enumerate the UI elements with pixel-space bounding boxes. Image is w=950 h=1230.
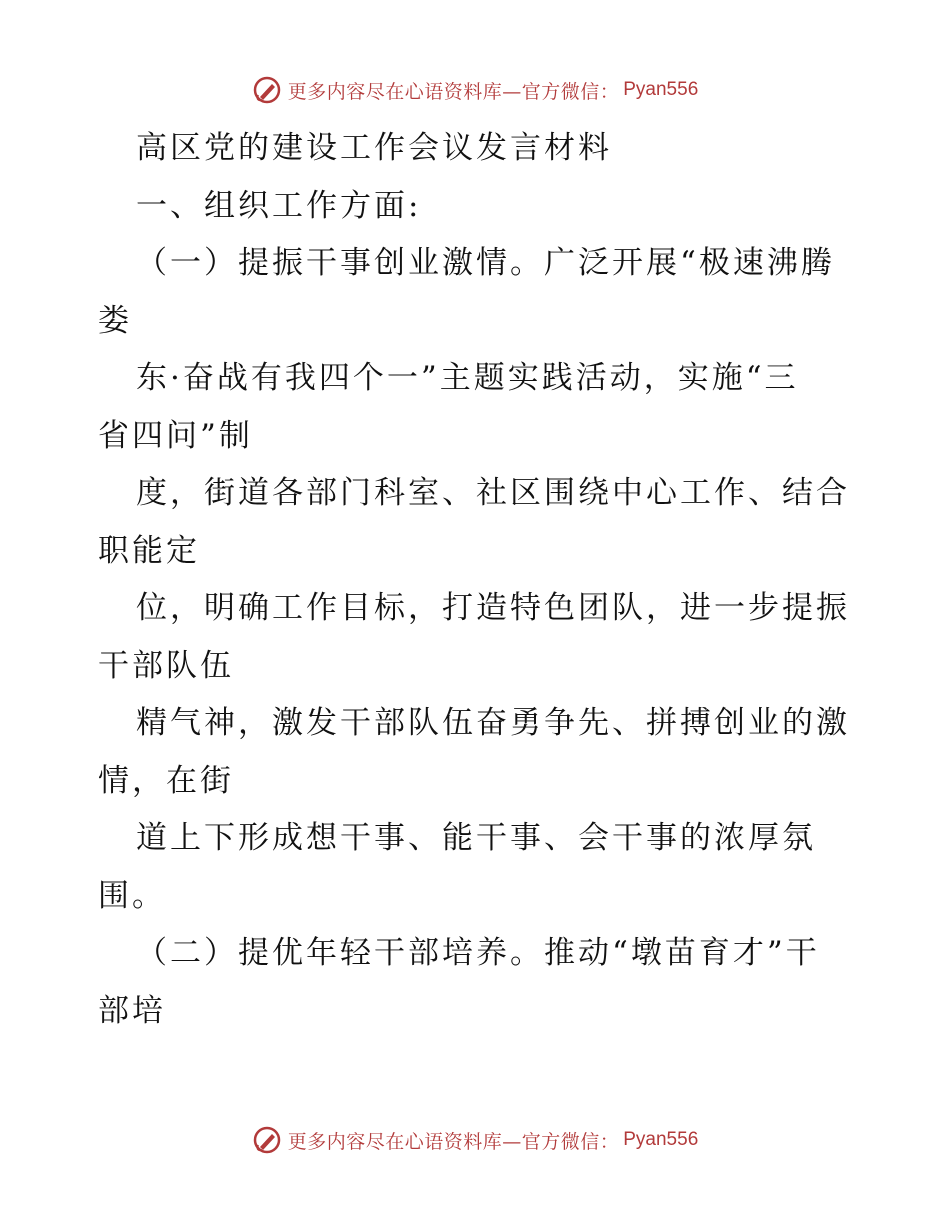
paragraph-line: 围。 bbox=[98, 877, 166, 914]
paragraph-line: 职能定 bbox=[98, 532, 200, 569]
paragraph-line: 情，在街 bbox=[98, 762, 234, 799]
header-banner bbox=[0, 70, 950, 110]
paragraph-line: 省四问”制 bbox=[98, 417, 253, 454]
document-title: 高区党的建设工作会议发言材料 bbox=[136, 130, 612, 166]
banner-text: 更多内容尽在心语资料库—官方微信： bbox=[287, 80, 620, 103]
document-body bbox=[98, 120, 858, 1040]
footer-banner bbox=[0, 1120, 950, 1160]
paragraph-line: 精气神，激发干部队伍奋勇争先、拼搏创业的激 bbox=[136, 705, 850, 741]
paragraph-line: 干部队伍 bbox=[98, 647, 234, 684]
section-heading: 一、组织工作方面: bbox=[136, 187, 422, 224]
paragraph-line: 度，街道各部门科室、社区围绕中心工作、结合 bbox=[136, 475, 850, 511]
paragraph-line: 东·奋战有我四个一”主题实践活动，实施“三 bbox=[136, 360, 799, 396]
pen-logo-icon bbox=[252, 1125, 282, 1155]
paragraph-line: 道上下形成想干事、能干事、会干事的浓厚氛 bbox=[136, 820, 816, 856]
banner-wechat-id: Pyan556 bbox=[623, 1129, 699, 1150]
pen-logo-icon bbox=[252, 75, 282, 105]
paragraph-line: 部培 bbox=[98, 992, 166, 1029]
paragraph-line: 位，明确工作目标，打造特色团队，进一步提振 bbox=[136, 590, 850, 626]
paragraph-line: 娄 bbox=[98, 302, 132, 339]
banner-wechat-id: Pyan556 bbox=[623, 79, 699, 100]
paragraph-line: （一）提振干事创业激情。广泛开展“极速沸腾 bbox=[136, 245, 835, 281]
banner-text: 更多内容尽在心语资料库—官方微信： bbox=[287, 1130, 620, 1153]
paragraph-line: （二）提优年轻干部培养。推动“墩苗育才”干 bbox=[136, 935, 820, 971]
